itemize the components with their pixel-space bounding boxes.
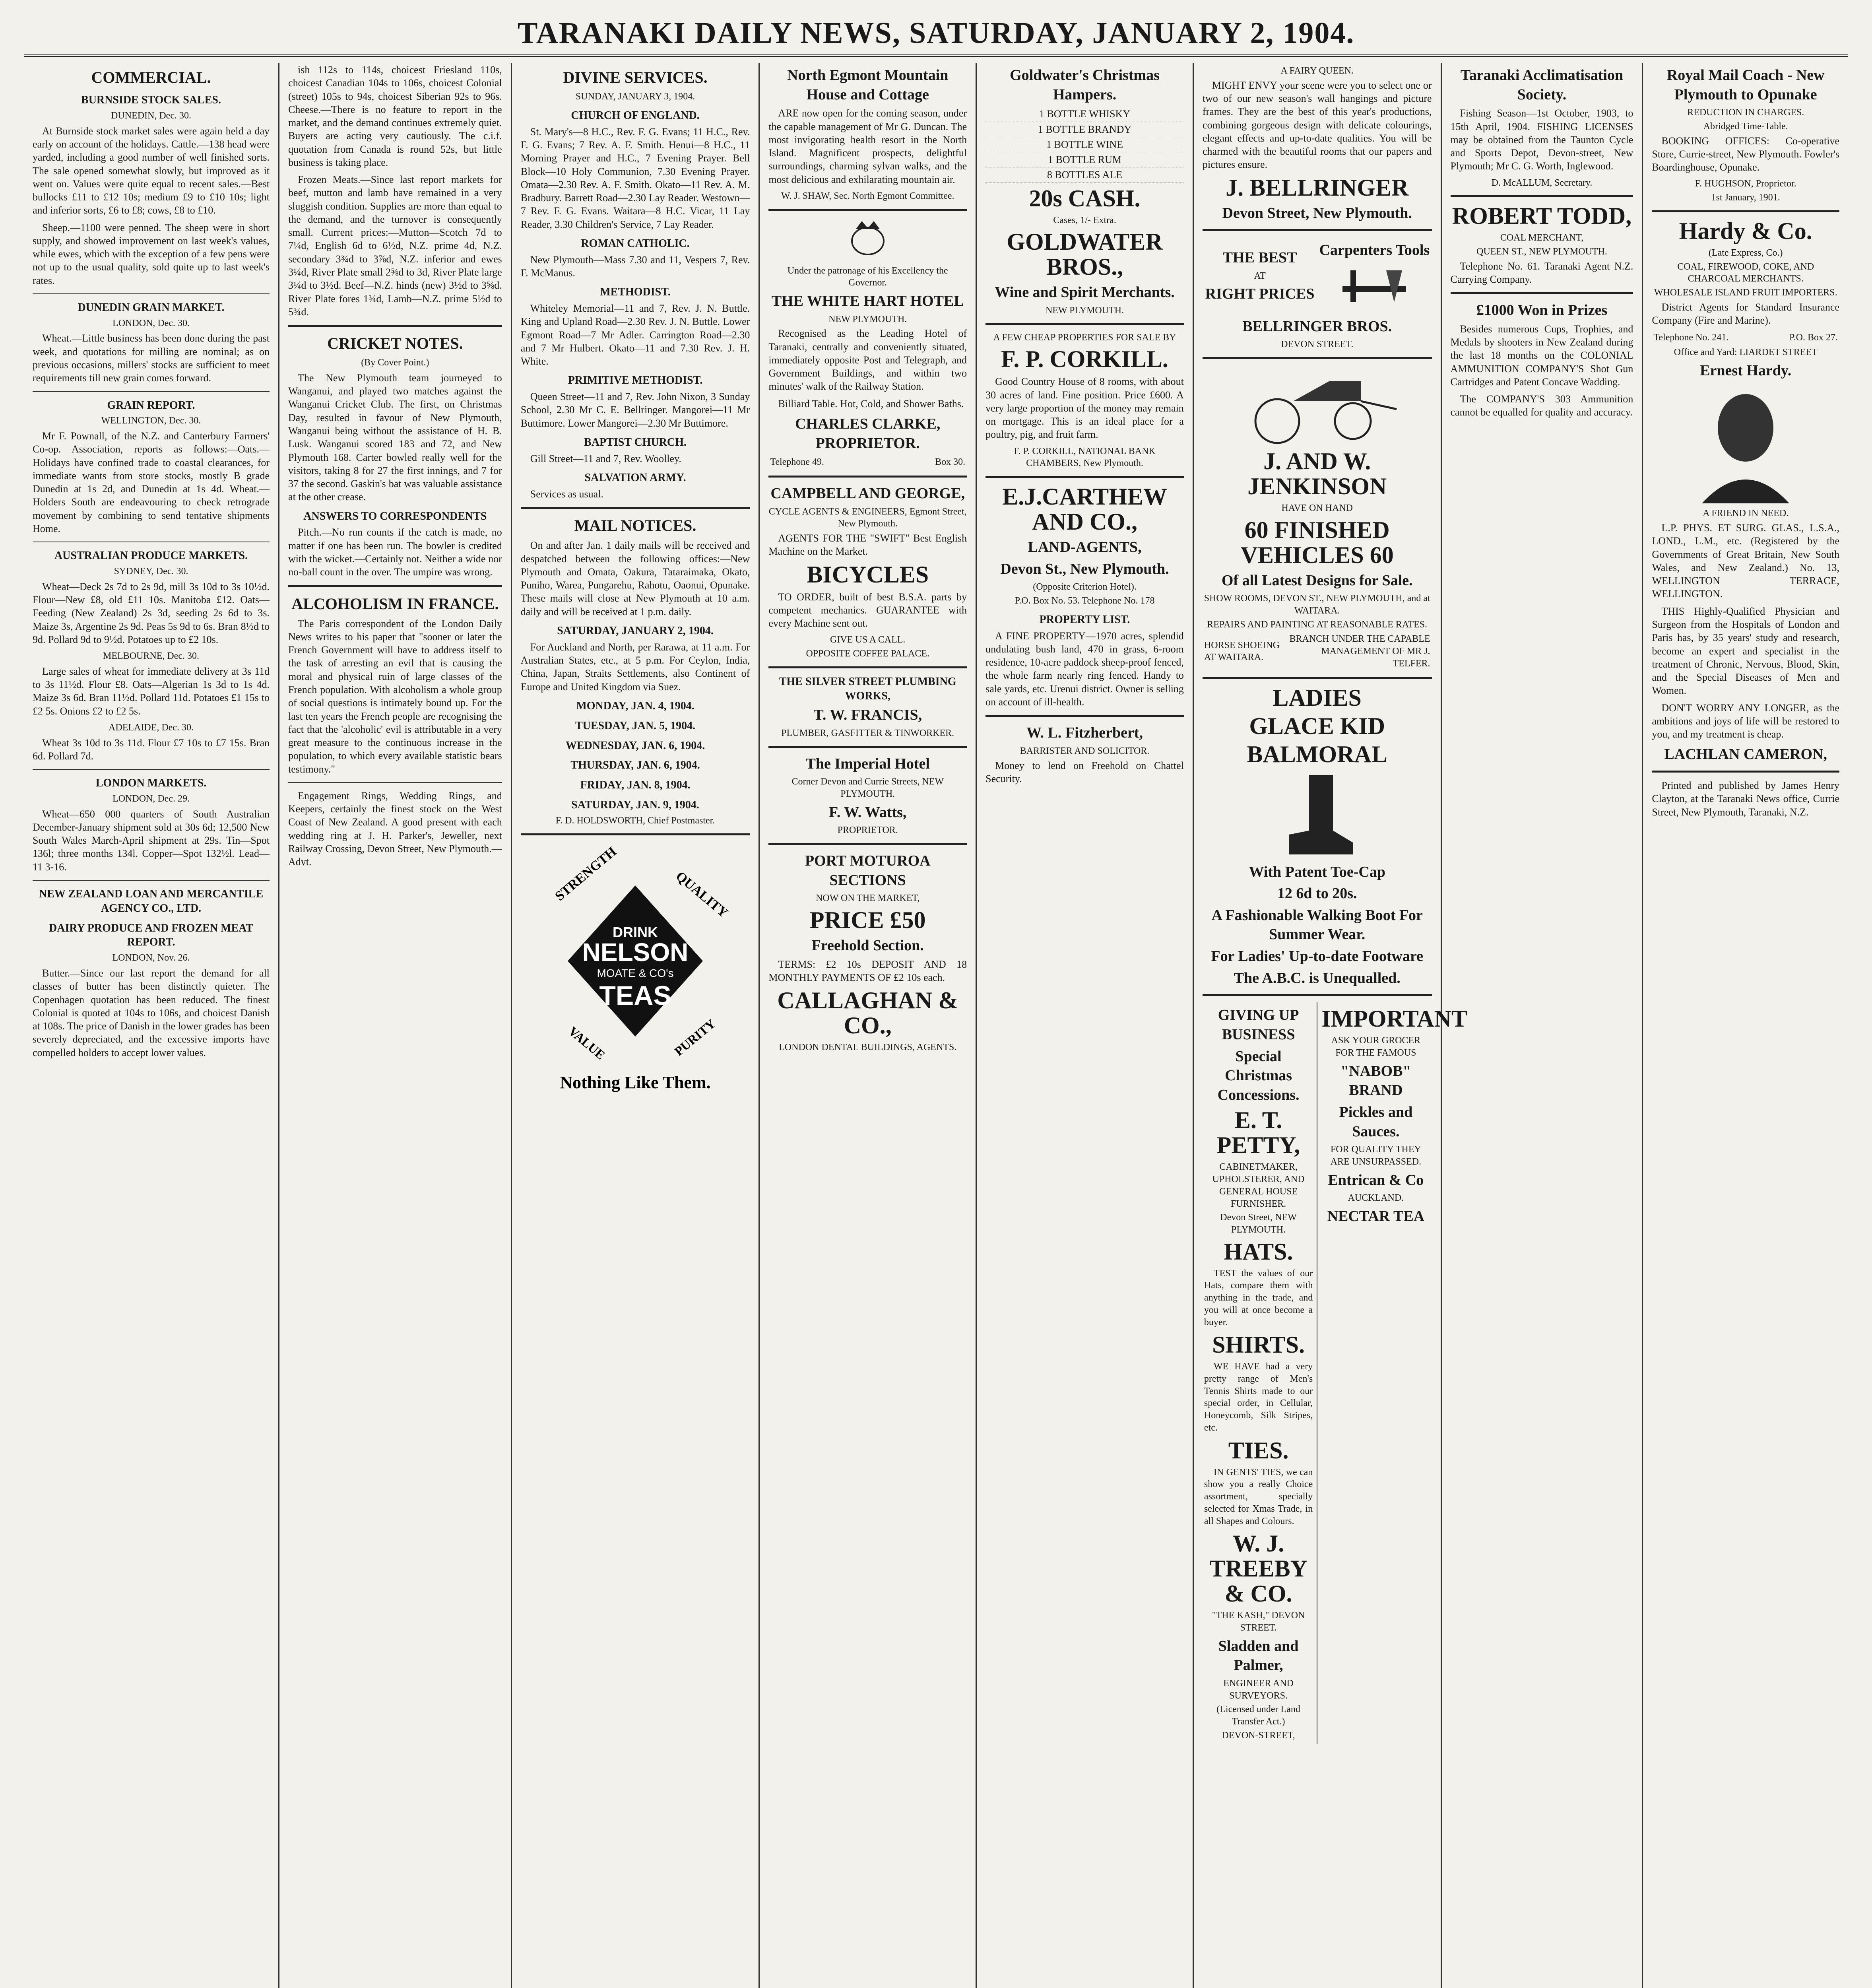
todd-heading: ROBERT TODD, — [1452, 203, 1632, 229]
methodist-text: Whiteley Memorial—11 and 7, Rev. J. N. Buttle. King and Upland Road—2.30 Rev. J. N. Buttle. Lower Egmont Road—7 Mr Adler. Carrington Road—2.30 and 7 Mr Hulbert. Okato—11 and 7.30 Rev. J. H. White. — [520, 303, 750, 367]
column-hotels — [760, 63, 977, 1988]
latest-designs: Of all Latest Designs for Sale. — [1221, 572, 1413, 589]
rc-text: New Plymouth—Mass 7.30 and 11, Vespers 7, Rev. F. McManus. — [520, 254, 750, 279]
giving-up: GIVING UP BUSINESS — [1218, 1007, 1299, 1043]
watts-name: F. W. Watts, — [829, 804, 907, 821]
hardy-heading: Hardy & Co. — [1679, 217, 1812, 244]
friend-body: THIS Highly-Qualified Physician and Surgeon from the Hospitals of London and Paris has, by 35 years' study and research, become an expert and specialist in the treatment of Chronic, Nervous, Blood, Skin, and the Special Diseases of Men and Women. — [1652, 605, 1839, 697]
glace-kid: GLACE KID — [1249, 712, 1385, 739]
auckland: AUCKLAND. — [1348, 1193, 1404, 1204]
roman-catholic: ROMAN CATHOLIC. — [581, 237, 690, 250]
callaghan-sub: LONDON DENTAL BUILDINGS, AGENTS. — [779, 1042, 957, 1053]
imperial-heading: The Imperial Hotel — [805, 755, 930, 772]
timetable: Abridged Time-Table. — [1703, 121, 1788, 132]
swift-text: AGENTS FOR THE "SWIFT" Best English Machine on the Market. — [768, 532, 967, 557]
moturoa-heading: PORT MOTUROA SECTIONS — [805, 852, 931, 889]
corkill-heading: F. P. CORKILL. — [1001, 346, 1168, 373]
teas-slogan: Nothing Like Them. — [560, 1072, 711, 1092]
acclim-sign: D. McALLUM, Secretary. — [1491, 177, 1593, 188]
branch: BRANCH UNDER THE CAPABLE MANAGEMENT OF MR J. TELFER. — [1289, 634, 1430, 669]
abc-unequalled: The A.B.C. is Unequalled. — [1234, 969, 1401, 986]
barrister: BARRISTER AND SOLICITOR. — [1020, 746, 1150, 756]
column-commercial — [24, 63, 279, 1988]
hamper-item: 1 BOTTLE RUM — [985, 152, 1184, 167]
imperial-place: Corner Devon and Currie Streets, NEW PLYMOUTH. — [791, 777, 944, 800]
teas-ad — [524, 842, 747, 1096]
hamper-item: 1 BOTTLE WINE — [985, 137, 1184, 152]
teas-moate: MOATE & CO's — [597, 967, 674, 979]
cricket-heading: CRICKET NOTES. — [327, 334, 463, 353]
clarke-box: Box 30. — [935, 457, 966, 468]
white-hart-facilities: Billiard Table. Hot, Cold, and Shower Baths. — [778, 398, 964, 410]
sladden-street: DEVON-STREET, — [1222, 1730, 1295, 1741]
freehold-heading: Freehold Section. — [811, 937, 924, 954]
masthead-title: TARANAKI DAILY NEWS, SATURDAY, JANUARY 2, 1904. — [517, 16, 1355, 50]
primitive-methodist: PRIMITIVE METHODIST. — [568, 374, 703, 387]
grain-market-date: LONDON, Dec. 30. — [113, 318, 190, 328]
important: IMPORTANT — [1321, 1006, 1467, 1032]
primitive-text: Queen Street—11 and 7, Rev. John Nixon, 3 Sunday School, 2.30 Mr C. E. Bellringer. Mangorei—11 Mr Buttimore. Lower Mangorei—2.30 Mr Buttimore. — [520, 391, 750, 429]
repairs: REPAIRS AND PAINTING AT REASONABLE RATES. — [1207, 619, 1428, 630]
shirts: SHIRTS. — [1212, 1332, 1305, 1358]
australian-heading: AUSTRALIAN PRODUCE MARKETS. — [54, 549, 248, 562]
nectar-tea: NECTAR TEA — [1327, 1208, 1425, 1225]
office: Office and Yard: LIARDET STREET — [1674, 347, 1818, 358]
goldwater-place: NEW PLYMOUTH. — [1045, 305, 1124, 316]
white-hart-place: NEW PLYMOUTH. — [828, 314, 907, 324]
hardy-po-box: P.O. Box 27. — [1789, 332, 1838, 343]
hats: HATS. — [1224, 1238, 1293, 1265]
hamper-item: 1 BOTTLE WHISKY — [985, 107, 1184, 122]
terms: TERMS: £2 10s DEPOSIT AND 18 MONTHLY PAYMENTS OF £2 10s each. — [768, 958, 967, 983]
teas-arc-purity: PURITY — [671, 1016, 718, 1058]
treeby: W. J. TREEBY & CO. — [1209, 1530, 1307, 1607]
friend-caption: A FRIEND IN NEED. — [1703, 508, 1789, 519]
stock-sales-date: DUNEDIN, Dec. 30. — [111, 111, 191, 121]
mail-sat9: SATURDAY, JAN. 9, 1904. — [571, 799, 699, 811]
opposite: OPPOSITE COFFEE PALACE. — [806, 648, 929, 659]
cheap-props: A FEW CHEAP PROPERTIES FOR SALE BY — [993, 332, 1176, 343]
petty-role: CABINETMAKER, UPHOLSTERER, AND GENERAL HOUSE FURNISHER. — [1212, 1162, 1305, 1209]
watts-role: PROPRIETOR. — [837, 825, 898, 836]
hats-text: TEST the values of our Hats, compare them with anything in the trade, and you will at once become a buyer. — [1204, 1268, 1313, 1328]
best-line3: RIGHT PRICES — [1205, 285, 1315, 303]
corkill-text: Good Country House of 8 rooms, with about 30 acres of land. Fine position. Price £600. A very large proportion of the money may remain on mortgage. This is an ideal place for a poultry, pig, and fruit farm. — [985, 376, 1184, 441]
printer: Printed and published by James Henry Clayton, at the Taranaki News office, Currie Street, New Plymouth, Taranaki, N.Z. — [1652, 779, 1839, 818]
teas-arc-quality: QUALITY — [673, 868, 731, 920]
money-text: Money to lend on Freehold on Chattel Security. — [985, 759, 1184, 784]
coach-heading: Royal Mail Coach - New Plymouth to Opunake — [1666, 67, 1825, 103]
have-on-hand: HAVE ON HAND — [1281, 503, 1353, 513]
carthew-place: Devon St., New Plymouth. — [1000, 560, 1169, 577]
mail-tuesday: TUESDAY, JAN. 5, 1904. — [575, 719, 696, 732]
best-line2: AT — [1254, 270, 1266, 281]
cases: Cases, 1/- Extra. — [1053, 215, 1116, 225]
hughson: F. HUGHSON, Proprietor. — [1695, 179, 1796, 189]
mail-text: On and after Jan. 1 daily mails will be received and despatched between the following offices:—New Plymouth and Omata, Oakura, Tataraimaka, Okato, Puniho, Warea, Pungarehu, Rahotu, Oaonui, Opunake. These mails will close at New Plymouth at 10 a.m. daily and will be received at 1 p.m. daily. — [520, 540, 750, 617]
grain-market-text: Wheat.—Little business has been done during the past week, and quotations for milling are nominal; as on previous occasions, millers' stocks are sufficient to meet requirements till new grain comes forward. — [33, 332, 270, 384]
mail-heading: MAIL NOTICES. — [574, 516, 696, 535]
adelaide-date: ADELAIDE, Dec. 30. — [109, 722, 194, 733]
booking: BOOKING OFFICES: Co-operative Store, Currie-street, New Plymouth. Fowler's Boardinghouse, Opunake. — [1652, 135, 1839, 173]
grain-report-text: Mr F. Pownall, of the N.Z. and Canterbury Farmers' Co-op. Association, reports as follows:—Oats.—Holidays have confined trade to coastal clearances, for immediate wants from store stocks, mostly B grade Dunedin at 1s 2d, and Dunedin at 1s 4d. Wheat.—Holders South are endeavouring to check retrograde movement by combining to send tentative shipments Home. — [33, 430, 270, 534]
bellringer-bros: BELLRINGER BROS. — [1242, 318, 1392, 335]
column-acclimatisation — [1442, 63, 1643, 1988]
london-markets-heading: LONDON MARKETS. — [95, 777, 207, 790]
grain-report-heading: GRAIN REPORT. — [107, 399, 195, 412]
adelaide-text: Wheat 3s 10d to 3s 11d. Flour £7 10s to £7 15s. Bran 6d. Pollard 7d. — [33, 737, 270, 762]
sheep-text: Sheep.—1100 were penned. The sheep were in short supply, and showed improvement on last week's values, while ewes, which with the exception of a few pens were not up to the usual quality, sold quite up to last week's rates. — [33, 221, 270, 286]
acclim-heading: Taranaki Acclimatisation Society. — [1460, 67, 1624, 103]
hamper-price: 20s CASH. — [1029, 185, 1141, 212]
baptist: BAPTIST CHURCH. — [584, 436, 687, 448]
melbourne-text: Large sales of wheat for immediate delivery at 3s 11d to 3s 11½d. Flour £8. Oats—Algerian 1s 3d to 1s 4d. Maize 3s 6d. Bran 11½d. Pollard 11d. Potatoes £1 15s to £2 5s. Onions £2 to £2 5s. — [33, 665, 270, 717]
frozen-meat-text: Frozen Meats.—Since last report markets for beef, mutton and lamb have remained in a very sluggish condition. Supplies are more than equal to the demand, and the turnover is consequently small. Current prices:—Mutton—Scotch 7d to 7¼d, English 6d to 6½d, N.Z. prime 4d, N.Z. secondary 3¾d to 3⅞d, N.Z. inferior and ewes 3¼d, River Plate small 2⅝d to 3d, River Plate large 3¼d to 3½d. Beef—N.Z. hinds (new) 3½d to 3⅝d. River Plate fores 1¾d, Lamb—N.Z. prime 5½d to 5¾d. — [288, 174, 502, 318]
balmoral: BALMORAL — [1247, 741, 1387, 767]
engagement-ad: Engagement Rings, Wedding Rings, and Keepers, certainly the finest stock on the West Coast of New Zealand. A good present with each wedding ring at J. H. Parker's, Jeweller, next Railway Crossing, Devon Street, New Plymouth.—Advt. — [288, 790, 502, 868]
columns — [24, 63, 1848, 1988]
thousand-heading: £1000 Won in Prizes — [1476, 302, 1608, 319]
mail-wednesday: WEDNESDAY, JAN. 6, 1904. — [565, 739, 705, 752]
carthew-po-box: P.O. Box No. 53. Telephone No. 178 — [1015, 596, 1155, 606]
toe-cap: With Patent Toe-Cap — [1249, 863, 1385, 880]
postmaster: F. D. HOLDSWORTH, Chief Postmaster. — [555, 815, 715, 826]
finished-vehicles: 60 FINISHED VEHICLES 60 — [1240, 516, 1394, 568]
friend-text: L.P. PHYS. ET SURG. GLAS., L.S.A., LOND., L.M., etc. (Registered by the Governments of Great Britain, New South Wales, and New Zealand.) No. 13, WELLINGTON TERRACE, WELLINGTON. — [1652, 522, 1839, 600]
price-heading: PRICE £50 — [809, 907, 926, 934]
plumbing-heading: THE SILVER STREET PLUMBING WORKS, — [779, 675, 956, 702]
answers-heading: ANSWERS TO CORRESPONDENTS — [303, 510, 487, 522]
footware: For Ladies' Up-to-date Footware — [1211, 948, 1424, 965]
coal: COAL, FIREWOOD, COKE, AND CHARCOAL MERCHANTS. — [1677, 261, 1814, 284]
egmont-text: ARE now open for the coming season, under the capable management of Mr G. Duncan. The most invigorating health resort in the North Island. Magnificent prospects, delightful surroundings, charming sylvan walks, and the most delicious and exhilarating mountain air. — [768, 107, 967, 185]
ladies: LADIES — [1273, 684, 1362, 711]
pickles: Pickles and Sauces. — [1339, 1103, 1413, 1140]
ties-text: IN GENTS' TIES, we can show you a really Choice assortment, specially selected for Xmas Trade, in all Shapes and Colours. — [1204, 1467, 1313, 1526]
sladden: Sladden and Palmer, — [1218, 1637, 1299, 1674]
church-england: CHURCH OF ENGLAND. — [571, 109, 700, 122]
thousand-text: Besides numerous Cups, Trophies, and Medals by shooters in New Zealand during the last 18 months on the COLONIAL AMMUNITION COMPANY'S Shot Gun Cartridges and Patent Concave Wadding. — [1450, 323, 1633, 388]
entrican: Entrican & Co — [1328, 1171, 1424, 1188]
wine-spirit: Wine and Spirit Merchants. — [995, 284, 1175, 301]
best-line1: THE BEST — [1222, 249, 1297, 266]
corkill-sign: F. P. CORKILL, NATIONAL BANK CHAMBERS, New Plymouth. — [1014, 446, 1156, 469]
purity-text: FOR QUALITY THEY ARE UNSURPASSED. — [1330, 1144, 1422, 1167]
salvation-army: SALVATION ARMY. — [584, 472, 686, 484]
showrooms: SHOW ROOMS, DEVON ST., NEW PLYMOUTH, and at WAITARA. — [1204, 593, 1430, 616]
white-hart-text: Recognised as the Leading Hotel of Taranaki, centrally and conveniently situated, immediately opposite Post and Telegraph, and Government Buildings, and within two minutes' walk of the Railway Station. — [768, 328, 967, 392]
bellringer-place: Devon Street, New Plymouth. — [1222, 204, 1412, 221]
nabob: "NABOB" BRAND — [1340, 1062, 1411, 1099]
goldwater-bros: GOLDWATER BROS., — [1007, 229, 1163, 280]
francis-sub: PLUMBER, GASFITTER & TINWORKER. — [781, 728, 954, 739]
fitzherbert-name: W. L. Fitzherbert, — [1026, 724, 1143, 742]
australian-date: SYDNEY, Dec. 30. — [114, 566, 188, 577]
petty-name: E. T. PETTY, — [1216, 1107, 1300, 1159]
egmont-heading: North Egmont Mountain House and Cottage — [787, 67, 949, 103]
petty-place: Devon Street, NEW PLYMOUTH. — [1220, 1212, 1297, 1235]
london-markets-date: LONDON, Dec. 29. — [113, 793, 190, 804]
boot-icon — [1277, 771, 1357, 858]
clarke-tel: Telephone 49. — [770, 457, 824, 468]
grain-market-heading: DUNEDIN GRAIN MARKET. — [78, 301, 225, 314]
mail-saturday-text: For Auckland and North, per Rarawa, at 11 a.m. For Australian States, etc., at 5 p.m. For Ceylon, India, China, Japan, Straits Settlements, also Continent of Europe and United Kingdom via Suez. — [520, 641, 750, 693]
give-call: GIVE US A CALL. — [830, 635, 906, 645]
salvation-text: Services as usual. — [530, 488, 603, 500]
fairy-queen: A FAIRY QUEEN. — [1280, 66, 1354, 76]
stock-sales-text: At Burnside stock market sales were again held a day early on account of the holidays. Cattle.—138 head were yarded, including a good number of well finished sorts. The sale opened somewhat slowly, but improved as it went on. Values were quite equal to recent sales.—Best bullocks £11 to £12 10s; medium £9 to £10 10s; light and inferior sorts, £6 to £8; cows, £8 to £10. — [33, 125, 270, 216]
carpenters-tools: Carpenters Tools — [1319, 242, 1430, 259]
moturoa-sub: NOW ON THE MARKET, — [816, 893, 920, 904]
cricket-text: The New Plymouth team journeyed to Wanganui, and played two matches against the Wanganui Cricket Club. The first, on Christmas Day, resulted in favour of New Plymouth, Wanganui being without the assistance of H. B. Lusk. Wanganui scored 183 and 72, and New Plymouth 168. Carter bowled really well for the visitors, taking 8 for 27 the first innings, and 7 for 37 the second. Gaskin's bat was valuable assistance at the other crease. — [288, 372, 502, 503]
goldwater-heading: Goldwater's Christmas Hampers. — [1010, 67, 1160, 103]
bicycles-heading: BICYCLES — [807, 561, 929, 588]
teas-drink: DRINK — [613, 924, 658, 940]
teas-teas: TEAS — [599, 980, 671, 1011]
london-markets-text: Wheat—650 000 quarters of South Australian December-January shipment sold at 30s 6d; 12,500 New South Wales March-April shipment at 29s. Tin—Spot 136l; three months 134l. Copper—Spot 132½l. Lead—11 3-16. — [33, 808, 270, 873]
baptist-text: Gill Street—11 and 7, Rev. Woolley. — [530, 452, 681, 464]
engineer: ENGINEER AND SURVEYORS. — [1223, 1678, 1294, 1701]
tools-icon — [1335, 262, 1414, 310]
clarke-name: CHARLES CLARKE, PROPRIETOR. — [795, 415, 941, 452]
francis-heading: T. W. FRANCIS, — [813, 707, 922, 724]
hardy-telephone: Telephone No. 241. — [1653, 332, 1729, 343]
alcoholism-text: The Paris correspondent of the London Daily News writes to his paper that "sooner or later the French Government will have to address itself to the task of arresting an evil that is causing the moral and physical ruin of large classes of the French population. With alcoholism a whole group of social questions is intimately bound up. For the last ten years the French people are recognising the fact that the 'alcoholic' evil is attributable in a very great measure to the continuous increase in the population, to which every available statistic bears testimony." — [288, 617, 502, 775]
district: District Agents for Standard Insurance Company (Fire and Marine). — [1652, 301, 1839, 326]
todd-role: COAL MERCHANT, — [1500, 233, 1584, 243]
hamper-item: 8 BOTTLES ALE — [985, 167, 1184, 182]
bellringer-text: MIGHT ENVY your scene were you to select one or two of our new season's wall hangings and picture frames. They are the best of this year's productions, combining gorgeous design with delicate colourings, elegant effects and up-to-date qualities. You will be charmed with the beautiful rooms that our papers and pictures ensure. — [1202, 79, 1432, 171]
teas-arc-value: VALUE — [566, 1023, 608, 1062]
property-text: A FINE PROPERTY—1970 acres, splendid undulating bush land, 470 in grass, 6-room residence, 10-acre paddock sheep-proof fenced, the whole farm nearly ring fenced. Handy to sale yards, etc. Urenui district. Owner is selling on account of ill-health. — [985, 630, 1184, 708]
hamper-item: 1 BOTTLE BRANDY — [985, 122, 1184, 137]
mail-saturday: SATURDAY, JANUARY 2, 1904. — [557, 624, 714, 637]
campbell-heading: CAMPBELL AND GEORGE, — [770, 485, 965, 502]
carthew-heading: E.J.CARTHEW AND CO., — [1002, 483, 1167, 535]
divine-date: SUNDAY, JANUARY 3, 1904. — [575, 91, 695, 102]
reduction: REDUCTION IN CHARGES. — [1687, 107, 1804, 118]
dairy-text: Butter.—Since our last report the demand for all classes of butter has been distinctly quieter. The Copenhagen quotation has been reduced. The finest Colonial is quoted at 104s to 106s, and choicest Danish at 108s. The price of Danish in the lower grades has been severely depreciated, and the excessive imports have compelled holders to accept lower values. — [33, 967, 270, 1058]
bicycles-text: TO ORDER, built of best B.S.A. parts by competent mechanics. GUARANTEE with every Machine sent out. — [768, 591, 967, 629]
bellringer-name: J. BELLRINGER — [1226, 174, 1409, 201]
horse-shoeing: HORSE SHOEING AT WAITARA. — [1204, 640, 1280, 663]
masthead — [24, 16, 1848, 57]
acclim-text: Fishing Season—1st October, 1903, to 15th April, 1904. FISHING LICENSES may be obtained from the Taunton Cycle and Sports Depot, Devon-street, New Plymouth; Mr C. G. Worth, Inglewood. — [1450, 107, 1633, 172]
answers-text: Pitch.—No run counts if the catch is made, no matter if one has been run. The bowler is credited with the wicket.—Certainly not. Neither a wide nor no-ball count in the over. The umpire was wrong. — [288, 526, 502, 578]
mail-thursday: THURSDAY, JAN. 6, 1904. — [570, 759, 700, 772]
column-cricket — [279, 63, 512, 1988]
stock-sales-heading: BURNSIDE STOCK SALES. — [81, 94, 221, 107]
commercial-heading: COMMERCIAL. — [91, 68, 211, 86]
hardy-sub: (Late Express, Co.) — [1708, 247, 1783, 258]
white-hart-heading: THE WHITE HART HOTEL — [771, 293, 964, 309]
column-services — [512, 63, 760, 1988]
buggy-icon — [1234, 365, 1401, 445]
coach-date: 1st January, 1901. — [1711, 192, 1780, 203]
walking-boot: A Fashionable Walking Boot For Summer Wear. — [1211, 907, 1423, 943]
shirts-text: WE HAVE had a very pretty range of Men's Tennis Shirts made to our special order, in Cellular, Honeycomb, Silk Stripes, etc. — [1204, 1361, 1313, 1433]
divine-text: St. Mary's—8 H.C., Rev. F. G. Evans; 11 H.C., Rev. F. G. Evans; 7 Rev. A. F. Smith. Henui—8 H.C., 11 Morning Prayer and H.C., 7 Evening Prayer. Bell Block—10 Holy Communion, 7.30 Evening Prayer. Omata—2.30 Rev. A. F. Smith. Okato—11 Rev. A. M. Bradbury. Barrett Road—2.30 Lay Reader. Westown—7 Rev. F. G. Evans. Waitara—8 H.C. Vicar, 11 Lay Reader, 3.30 Children's Service, 7 Lay Reader. — [520, 126, 750, 230]
divine-heading: DIVINE SERVICES. — [563, 68, 708, 86]
land-agents: LAND-AGENTS, — [1028, 539, 1142, 556]
trade-text: ish 112s to 114s, choicest Friesland 110s, choicest Canadian 104s to 106s, choicest Colonial (street) 105s to 94s, choicest Siberian 92s to 96s. Cheese.—There is no feature to report in the market, and the demand continues extremely quiet. Buyers are acting very cautiously. The c.i.f. quotation from Canada is round 52s, but little business is taking place. — [288, 64, 502, 168]
todd-place: QUEEN ST., NEW PLYMOUTH. — [1476, 247, 1607, 257]
grain-report-date: WELLINGTON, Dec. 30. — [101, 415, 201, 426]
licensed: (Licensed under Land Transfer Act.) — [1216, 1704, 1300, 1727]
criterion: (Opposite Criterion Hotel). — [1033, 582, 1137, 592]
hamper-list — [985, 107, 1184, 182]
dairy-heading: DAIRY PRODUCE AND FROZEN MEAT REPORT. — [49, 922, 253, 949]
dont-worry: DON'T WORRY ANY LONGER, as the ambitions and joys of life will be restored to you, and my treatment is cheap. — [1652, 702, 1839, 740]
teas-nelson: NELSON — [582, 938, 689, 967]
dairy-date: LONDON, Nov. 26. — [112, 953, 190, 963]
ties: TIES. — [1228, 1437, 1289, 1464]
ernest-hardy: Ernest Hardy. — [1700, 362, 1792, 379]
kash: "THE KASH," DEVON STREET. — [1212, 1610, 1305, 1633]
column-coach — [1643, 63, 1848, 1988]
royal-crest-icon — [840, 217, 896, 261]
company-text: The COMPANY'S 303 Ammunition cannot be equalled for quality and accuracy. — [1450, 393, 1633, 418]
mail-monday: MONDAY, JAN. 4, 1904. — [576, 699, 694, 712]
todd-telephone: Telephone No. 61. Taranaki Agent N.Z. Carrying Company. — [1450, 260, 1633, 285]
campbell-sub: CYCLE AGENTS & ENGINEERS, Egmont Street, New Plymouth. — [768, 506, 967, 529]
methodist: METHODIST. — [600, 286, 671, 299]
column-bellringer — [1194, 63, 1467, 1988]
cameron: LACHLAN CAMERON, — [1664, 746, 1827, 763]
concessions: Special Christmas Concessions. — [1217, 1048, 1300, 1103]
alcoholism-heading: ALCOHOLISM IN FRANCE. — [291, 594, 499, 613]
cricket-byline: (By Cover Point.) — [361, 357, 429, 368]
property-list: PROPERTY LIST. — [1039, 613, 1130, 626]
australian-text: Wheat—Deck 2s 7d to 2s 9d, mill 3s 10d to 3s 10½d. Flour—New £8, old £11 10s. Manitoba £12. Oats—Feeding (New Zealand) 2s 3d, seeding 2s 6d to 3s. Maize 3s, Argentine 2s 9d. Peas 5s 9d to 6s. Bran 8½d to 9d. Pollard 9d to 9½d. Potatoes up to £2 10s. — [33, 580, 270, 645]
portrait-icon — [1694, 384, 1797, 503]
egmont-sign: W. J. SHAW, Sec. North Egmont Committee. — [781, 190, 954, 201]
grocer: ASK YOUR GROCER FOR THE FAMOUS — [1331, 1035, 1421, 1058]
jenkinson-heading: J. AND W. JENKINSON — [1247, 448, 1387, 499]
patronage: Under the patronage of his Excellency the Governor. — [787, 265, 948, 288]
melbourne-date: MELBOURNE, Dec. 30. — [103, 651, 199, 662]
bellringer-bros-street: DEVON STREET. — [1281, 339, 1354, 350]
teas-arc-strength: STRENGTH — [552, 844, 619, 904]
price-range: 12 6d to 20s. — [1277, 885, 1357, 902]
fruit: WHOLESALE ISLAND FRUIT IMPORTERS. — [1654, 287, 1837, 298]
mail-friday: FRIDAY, JAN. 8, 1904. — [580, 779, 691, 792]
nz-loan-heading: NEW ZEALAND LOAN AND MERCANTILE AGENCY CO., LTD. — [39, 887, 264, 914]
callaghan-heading: CALLAGHAN & CO., — [777, 987, 958, 1039]
column-goldwater — [977, 63, 1194, 1988]
